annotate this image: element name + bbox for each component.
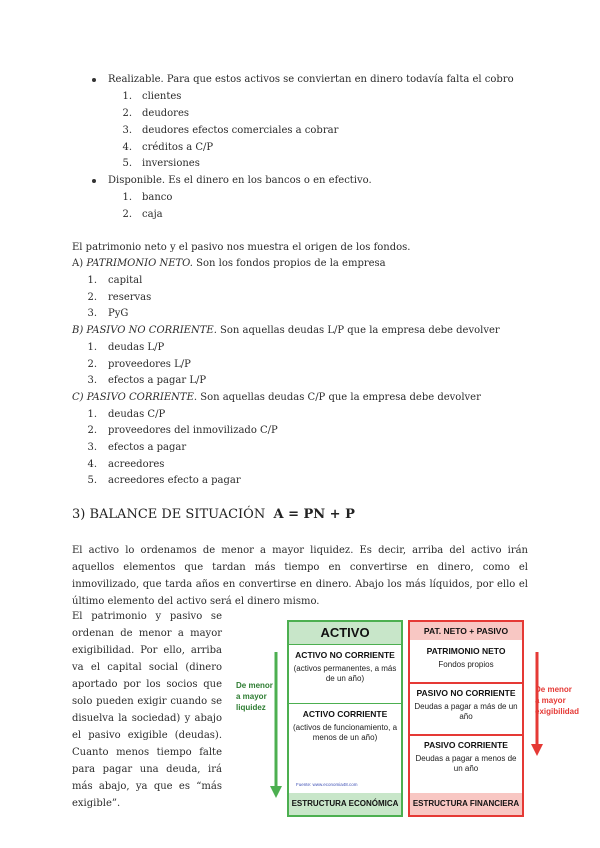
list-item: efectos a pagar L/P (108, 375, 207, 386)
list-item: acreedores efecto a pagar (108, 475, 241, 486)
list-number: 4. (122, 142, 132, 153)
list-number: 3. (122, 125, 132, 136)
list-number: 2. (122, 108, 132, 119)
list-item: capital (108, 275, 143, 286)
list-item: deudores (142, 108, 190, 119)
activo-corriente-cell: ACTIVO CORRIENTE (activos de funcionamiento, a menos de un año) (292, 709, 398, 742)
list-number: 2. (87, 359, 97, 370)
section-heading: 3) BALANCE DE SITUACIÓN A = PN + P (72, 507, 355, 522)
list-number: 3. (87, 308, 97, 319)
estructura-economica-label: ESTRUCTURA ECONÓMICA (289, 793, 401, 815)
patrimonio-neto-cell: PATRIMONIO NETO Fondos propios (426, 646, 506, 669)
list-item: PyG (108, 308, 129, 319)
list-item: banco (142, 192, 173, 203)
exigibilidad-label: De menor a mayor exigibilidad (535, 685, 580, 716)
patrimonio-a-heading: A) PATRIMONIO NETO. Son los fondos propios de la empresa (72, 258, 386, 269)
list-item: clientes (142, 91, 182, 102)
paragraph-activo: El activo lo ordenamos de menor a mayor liquidez. Es decir, arriba del activo irán aquellos elementos que tardan más tiempo en convertirse en dinero, como el inmovilizado, que tarda años en convertirse en dinero. Abajo los más líquidos, por ello el último elemento del activo será el dinero mismo. (72, 545, 528, 607)
balance-diagram (232, 612, 580, 817)
down-arrow-icon (269, 652, 283, 800)
list-item: caja (142, 209, 163, 220)
activo-header-divider (287, 644, 403, 645)
activo-no-corriente-cell: ACTIVO NO CORRIENTE (activos permanentes, a más de un año) (293, 650, 397, 683)
paragraph-patrimonio: El patrimonio y pasivo se ordenan de menor a mayor exigibilidad. Por ello, arriba va el capital social (dinero aportado por los socios que solo pueden exigir cuando se disuelva la sociedad) y abajo el pasivo exigible (deudas). Cuanto menos tiempo falte para pagar una deuda, irá más abajo, ya que es “más exigible”. (72, 611, 222, 809)
list-item: reservas (108, 292, 152, 303)
list-item: deudas L/P (108, 342, 165, 353)
list-number: 2. (87, 425, 97, 436)
list-number: 5. (87, 475, 97, 486)
list-number: 1. (122, 192, 132, 203)
list-number: 1. (87, 409, 97, 420)
list-item: proveedores del inmovilizado C/P (108, 425, 278, 436)
list-number: 2. (122, 209, 132, 220)
list-number: 1. (122, 91, 132, 102)
list-number: 4. (87, 459, 97, 470)
list-item: deudores efectos comerciales a cobrar (142, 125, 339, 136)
list-number: 1. (87, 275, 97, 286)
list-item: efectos a pagar (108, 442, 187, 453)
realizable-text: Realizable. Para que estos activos se conviertan en dinero todavía falta el cobro (108, 74, 514, 85)
pasivo-divider (408, 734, 524, 736)
list-number: 1. (87, 342, 97, 353)
activo-divider (287, 703, 403, 704)
pasivo-divider (408, 682, 524, 684)
list-item: inversiones (142, 158, 200, 169)
bullet-icon (92, 179, 96, 183)
bullet-icon (92, 78, 96, 82)
pasivo-corriente-heading: C) PASIVO CORRIENTE. Son aquellas deudas C/P que la empresa debe devolver (72, 392, 481, 403)
list-number: 3. (87, 442, 97, 453)
disponible-text: Disponible. Es el dinero en los bancos o en efectivo. (108, 175, 372, 186)
list-item: acreedores (108, 459, 165, 470)
source-note: Fuente: www.economia48.com (296, 782, 358, 787)
list-item: proveedores L/P (108, 359, 191, 370)
estructura-financiera-label: ESTRUCTURA FINANCIERA (410, 793, 522, 815)
list-number: 3. (87, 375, 97, 386)
pasivo-no-corriente-cell: PASIVO NO CORRIENTE Deudas a pagar a más de un año (414, 688, 518, 721)
list-item: deudas C/P (108, 409, 166, 420)
patrimonio-intro: El patrimonio neto y el pasivo nos muestra el origen de los fondos. (72, 242, 411, 253)
pasivo-title: PAT. NETO + PASIVO (410, 622, 522, 640)
pasivo-corriente-cell: PASIVO CORRIENTE Deudas a pagar a menos de un año (415, 740, 517, 773)
list-number: 5. (122, 158, 132, 169)
list-item: créditos a C/P (142, 142, 214, 153)
list-number: 2. (87, 292, 97, 303)
activo-title: ACTIVO (289, 622, 401, 644)
pasivo-no-corriente-heading: B) PASIVO NO CORRIENTE. Son aquellas deudas L/P que la empresa debe devolver (72, 325, 500, 336)
liquidez-label: De menor a mayor liquidez (236, 681, 273, 712)
